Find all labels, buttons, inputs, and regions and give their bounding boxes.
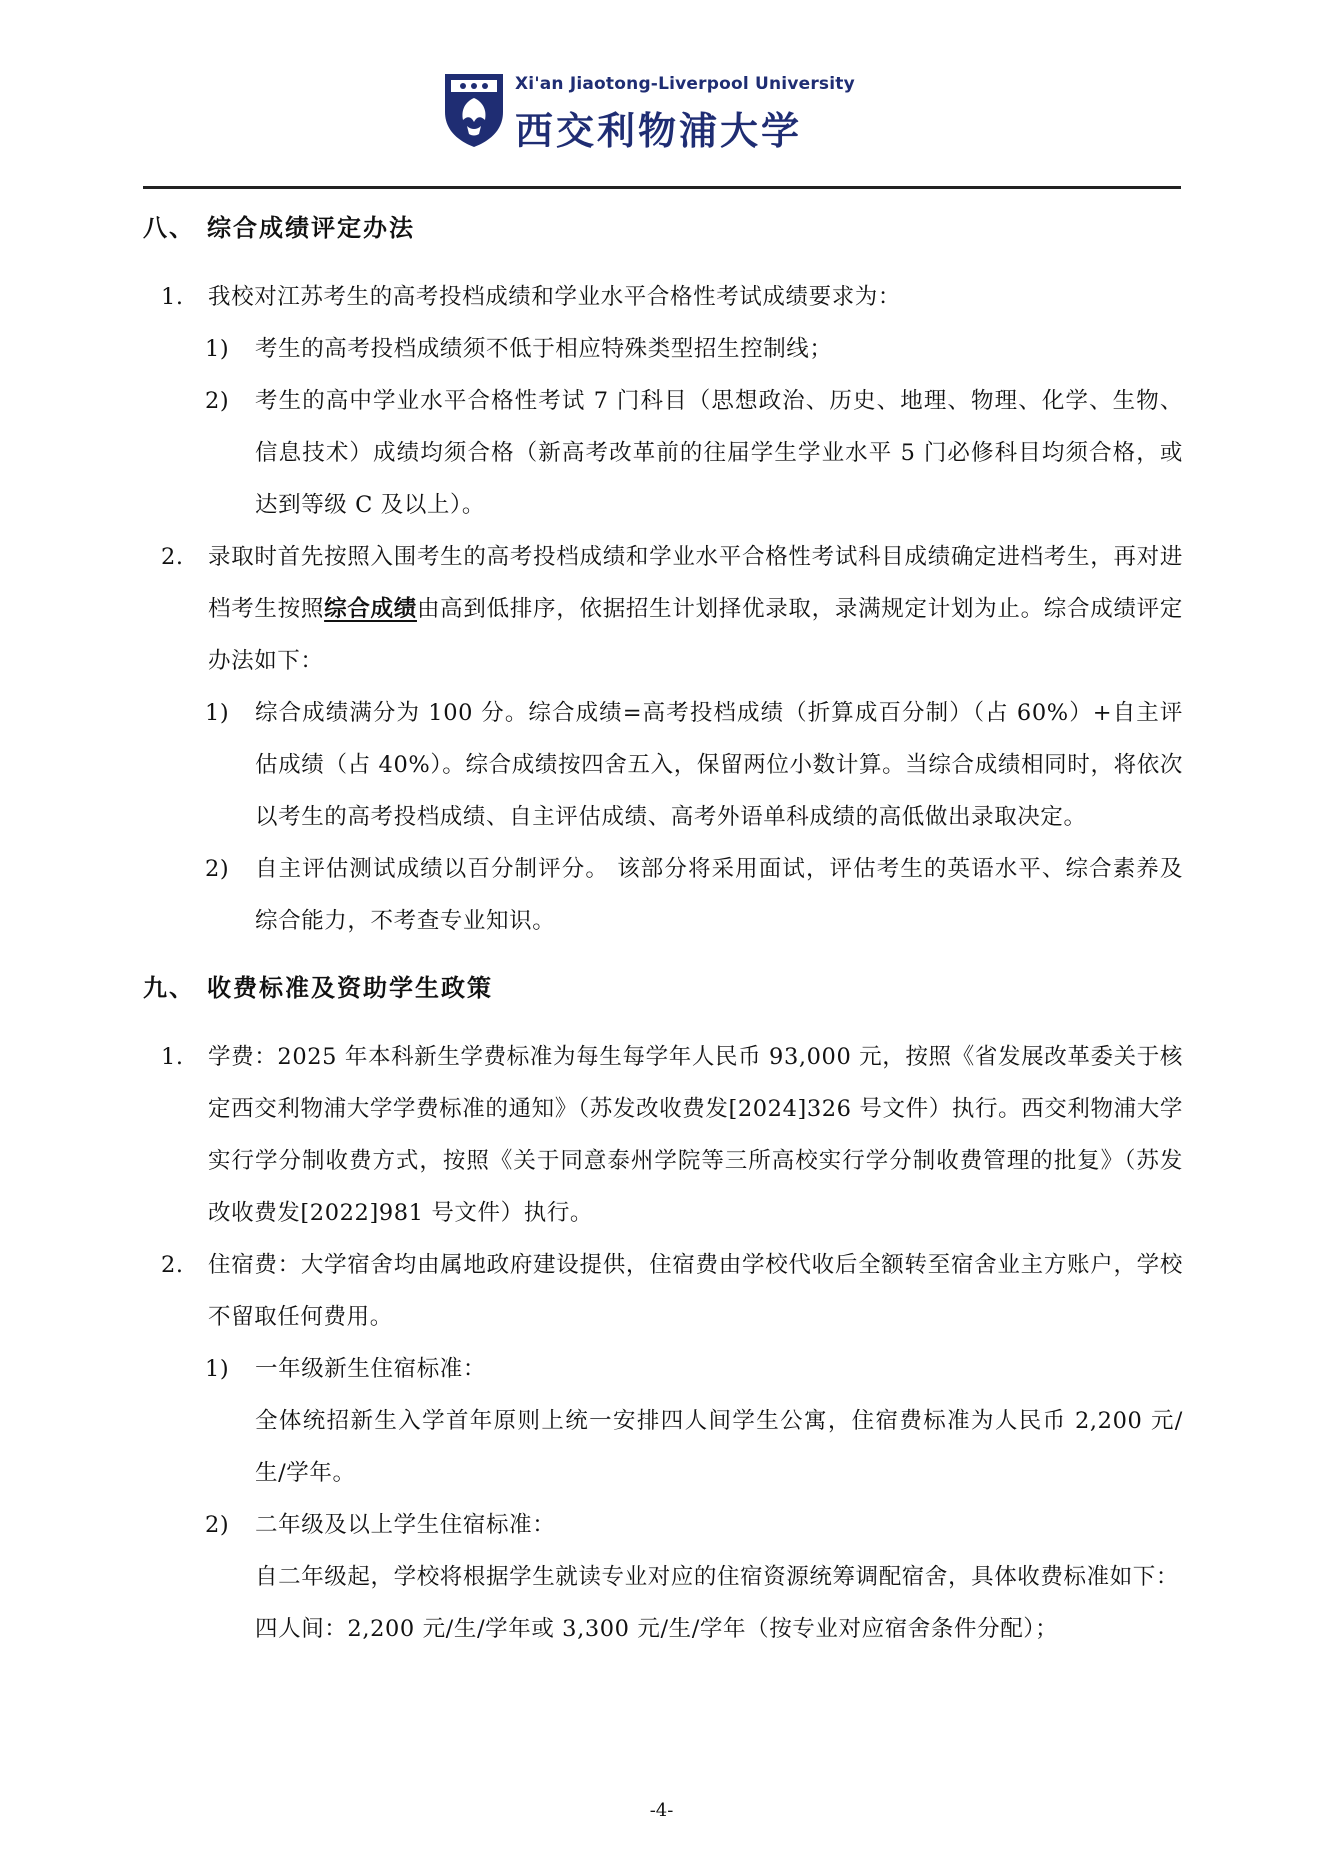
- section-8-title: 综合成绩评定办法: [207, 214, 415, 242]
- university-crest-icon: [443, 72, 505, 148]
- list-item: 2) 考生的高中学业水平合格性考试 7 门科目（思想政治、历史、地理、物理、化学、生物、信息技术）成绩均须合格（新高考改革前的往届学生学业水平 5 门必修科目均须合格，或达到等级 C 及以上）。: [205, 388, 1183, 518]
- list-item-body: 全体统招新生入学首年原则上统一安排四人间学生公寓，住宿费标准为人民币 2,200 元/生/学年。: [255, 1408, 1183, 1486]
- list-item: 1. 我校对江苏考生的高考投档成绩和学业水平合格性考试成绩要求为：: [161, 284, 902, 310]
- emphasized-term: 综合成绩: [324, 596, 417, 622]
- list-item: 1. 学费：2025 年本科新生学费标准为每生每学年人民币 93,000 元，按照《省发展改革委关于核定西交利物浦大学学费标准的通知》（苏发改收费发[2024]326 号文件）执行。西交利物浦大学实行学分制收费方式，按照《关于同意泰州学院等三所高校实行学分制收费管理的批复》（苏发改收费发[2022]981 号文件）执行。: [161, 1044, 1183, 1226]
- list-item: 1) 一年级新生住宿标准：: [205, 1356, 487, 1382]
- page-number: -4-: [649, 1800, 674, 1821]
- list-item: 1) 考生的高考投档成绩须不低于相应特殊类型招生控制线；: [205, 336, 833, 362]
- section-9-title: 收费标准及资助学生政策: [207, 974, 493, 1002]
- list-item: 1) 综合成绩满分为 100 分。综合成绩=高考投档成绩（折算成百分制）（占 60%）+自主评估成绩（占 40%）。综合成绩按四舍五入，保留两位小数计算。当综合成绩相同时，将依次以考生的高考投档成绩、自主评估成绩、高考外语单科成绩的高低做出录取决定。: [205, 700, 1183, 830]
- list-item-body: 四人间：2,200 元/生/学年或 3,300 元/生/学年（按专业对应宿舍条件分配）；: [255, 1616, 1059, 1642]
- section-9-heading: [143, 963, 1183, 1013]
- header-divider: [143, 186, 1181, 189]
- university-name-cn: 西交利物浦大学: [515, 109, 803, 153]
- document-body: [143, 203, 1183, 1655]
- list-item-body: 自二年级起，学校将根据学生就读专业对应的住宿资源统筹调配宿舍，具体收费标准如下：: [255, 1564, 1180, 1590]
- list-item: 2) 自主评估测试成绩以百分制评分。 该部分将采用面试，评估考生的英语水平、综合素养及综合能力，不考查专业知识。: [205, 856, 1183, 934]
- list-item: 2. 录取时首先按照入围考生的高考投档成绩和学业水平合格性考试科目成绩确定进档考生，再对进档考生按照综合成绩由高到低排序，依据招生计划择优录取，录满规定计划为止。综合成绩评定办法如下：: [161, 544, 1183, 674]
- section-8-number: 八、: [143, 214, 195, 242]
- section-8-heading: [143, 203, 1183, 253]
- section-9-number: 九、: [143, 974, 195, 1002]
- list-item: 2. 住宿费：大学宿舍均由属地政府建设提供，住宿费由学校代收后全额转至宿舍业主方账户，学校不留取任何费用。: [161, 1252, 1183, 1330]
- university-name-en: Xi'an Jiaotong-Liverpool University: [515, 74, 855, 94]
- letterhead: [443, 68, 863, 152]
- list-item: 2) 二年级及以上学生住宿标准：: [205, 1512, 556, 1538]
